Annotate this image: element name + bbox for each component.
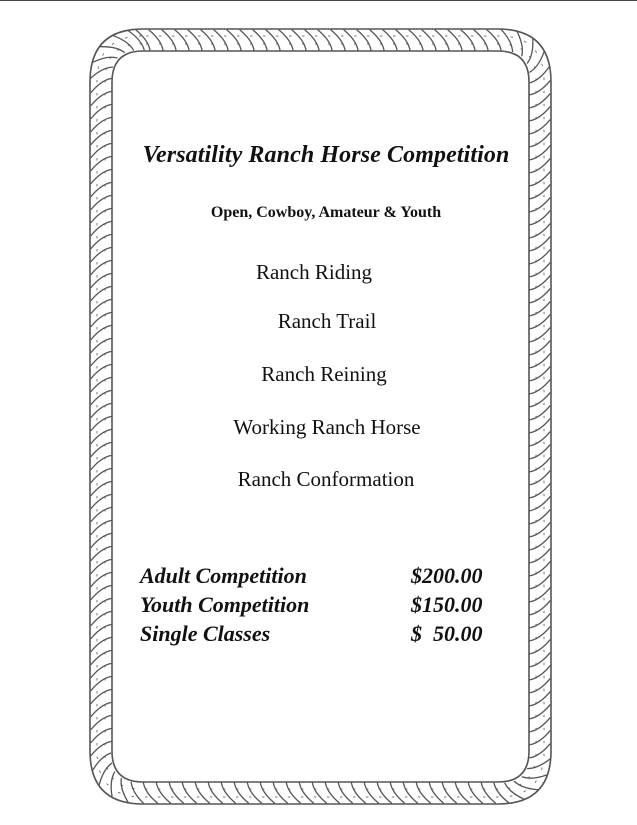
- page-title: Versatility Ranch Horse Competition: [142, 142, 510, 168]
- class-ranch-trail: Ranch Trail: [277, 309, 377, 333]
- fee-adult-price: $200.00: [411, 563, 483, 588]
- class-ranch-reining: Ranch Reining: [261, 362, 387, 386]
- class-working-ranch-horse: Working Ranch Horse: [233, 415, 421, 439]
- class-ranch-conformation: Ranch Conformation: [237, 467, 415, 491]
- fee-single-label: Single Classes: [140, 621, 271, 646]
- fee-youth-label: Youth Competition: [140, 592, 310, 617]
- fee-youth-price: $150.00: [411, 592, 483, 617]
- fee-single-price: $ 50.00: [411, 621, 483, 646]
- class-ranch-riding: Ranch Riding: [255, 260, 373, 284]
- page-subtitle: Open, Cowboy, Amateur & Youth: [210, 204, 442, 221]
- fee-adult-label: Adult Competition: [140, 563, 307, 588]
